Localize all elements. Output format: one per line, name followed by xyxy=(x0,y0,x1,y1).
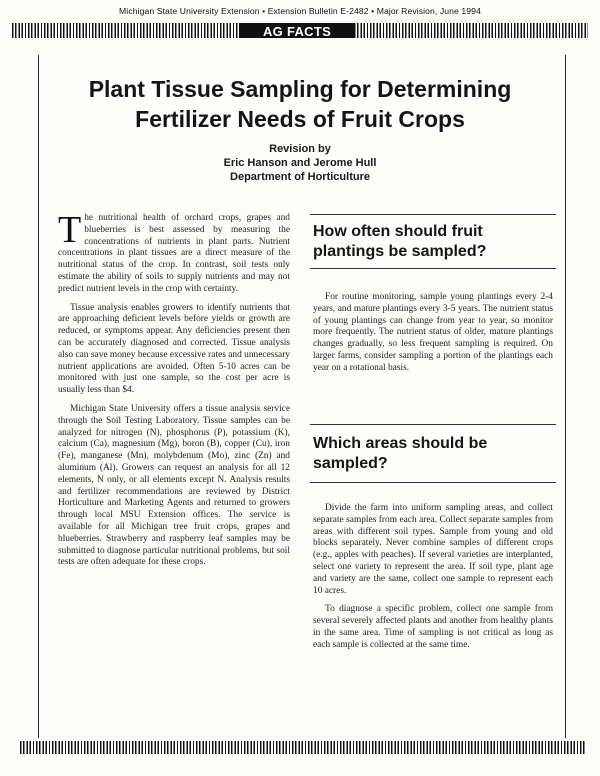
decorative-bar-bottom xyxy=(20,741,586,754)
section-1-heading: How often should fruit plantings be sampled? xyxy=(313,223,487,260)
intro-column xyxy=(58,209,290,576)
decorative-bar-top-right xyxy=(354,23,588,38)
byline xyxy=(40,142,560,184)
ag-facts-badge: AG FACTS xyxy=(240,23,354,38)
section-2-top-rule xyxy=(310,424,556,425)
section-2-paragraph-2: To diagnose a specific problem, collect one sample from several severely affected plants and another from healthy plants in the same area. Time of sampling is not critical as long as each sample is collected at the same time. xyxy=(313,604,553,650)
section-2-heading: Which areas should be sampled? xyxy=(313,435,488,472)
document-title xyxy=(40,74,560,134)
intro-paragraph-2: Tissue analysis enables growers to identify nutrients that are approaching deficient levels before yields or growth are reduced, or symptoms appear. Any deficiencies present then can be accurately diagnosed and corrected. Tissue analysis also can save money because excessive rates and unnecessary nutrient applications are avoided. Often 5-10 acres can be monitored with just one sample, so the cost per acre is usually less than $4. xyxy=(58,302,290,396)
publication-line: Michigan State University Extension • Extension Bulletin E-2482 • Major Revision, June 1994 xyxy=(119,6,481,16)
intro-paragraph-3: Michigan State University offers a tissue analysis service through the Soil Testing Laboratory. Tissue samples can be analyzed for nitrogen (N), phosphorus (P), potassium (K), calcium (Ca), magnesium (Mg), boron (B), copper (Cu), iron (Fe), manganese (Mn), molybdenum (Mo), zinc (Zn) and aluminum (Al). Growers can request an analysis for all 12 elements, N only, or all elements except N. Analysis results and fertilizer recommendations are reviewed by District Horticulture and Marketing Agents and returned to growers through local MSU Extension offices. The service is available for all Michigan tree fruit crops, grapes and blueberries. Strawberry and raspberry leaf samples may be submitted to diagnose particular nutritional problems, but soil tests are often adequate for these crops. xyxy=(58,403,290,568)
section-2-bottom-rule xyxy=(310,482,556,483)
intro-paragraph-1-text: he nutritional health of orchard crops, grapes and blueberries is best assessed by measuring the concentrations of nutrients in plant parts. Nutrient concentrations in plant tissues are a direct measure of the nutritional status of the crop. In contrast, soil tests only estimate the ability of soils to supply nutrients and may not predict nutrient levels in the crop with certainty. xyxy=(58,213,290,294)
decorative-bar-top-left xyxy=(12,23,240,38)
section-1-top-rule xyxy=(310,214,556,215)
title-line-1: Plant Tissue Sampling for Determining xyxy=(88,76,512,102)
drop-cap: T xyxy=(58,209,82,251)
section-1-paragraph-1: For routine monitoring, sample young plantings every 2-4 years, and mature plantings every 3-5 years. The nutrient status of young plantings can change from year to year, so monitor more frequently. The nutrient status of older, mature plantings changes gradually, so less frequent sampling is required. On larger farms, consider sampling a portion of the plantings each year on a rotational basis. xyxy=(313,292,553,373)
section-2-paragraph-1: Divide the farm into uniform sampling areas, and collect separate samples from each area. Collect separate samples from areas with different soil types. Sample from young and old blocks separately. Never combine samples of different crops (e.g., apples with peaches). If several varieties are interplanted, select one variety to represent the area. If soil type, plant age and variety are the same, collect one sample to represent each 10 acres. xyxy=(313,503,553,596)
section-2-body xyxy=(313,503,553,659)
intro-paragraph-1 xyxy=(58,209,290,296)
department: Department of Horticulture xyxy=(230,171,370,183)
authors: Eric Hanson and Jerome Hull xyxy=(223,157,377,169)
title-line-2: Fertilizer Needs of Fruit Crops xyxy=(135,106,465,132)
section-1-body xyxy=(313,292,553,382)
section-1-bottom-rule xyxy=(310,268,556,269)
revision-label: Revision by xyxy=(269,143,331,155)
